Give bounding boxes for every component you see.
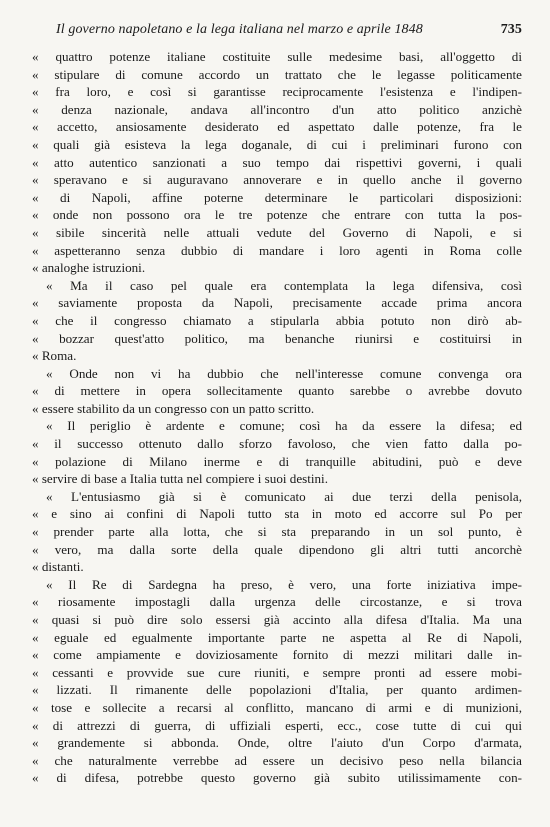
text-line: « grandemente si abbonda. Onde, oltre l'aiuto d'un Corpo d'armata, <box>32 735 522 751</box>
text-line: « Il periglio è ardente e comune; così ha da essere la difesa; ed <box>46 418 522 434</box>
text-line: « L'entusiasmo già si è comunicato ai due terzi della penisola, <box>46 488 522 504</box>
running-header <box>32 22 522 40</box>
text-line: « polazione di Milano inerme e di tranquille abitudini, può e deve <box>32 453 522 469</box>
body-text <box>32 48 522 787</box>
page-number: 735 <box>500 22 522 37</box>
text-line: « denza nazionale, andava all'incontro d'un atto politico anzichè <box>32 101 522 117</box>
text-line: « analoghe istruzioni. <box>32 260 146 276</box>
text-line: « tose e sollecite a recarsi al conflitto, mancano di armi e di munizioni, <box>32 699 522 715</box>
text-line: « accetto, ansiosamente desiderato ed aspettato dalle potenze, fra le <box>32 119 522 135</box>
text-line: « distanti. <box>32 559 84 575</box>
text-line: « prender parte alla lotta, che si sta preparando in un sol punto, è <box>32 524 522 540</box>
text-line: « quasi si può dire solo essersi già accinto alla difesa d'Italia. Ma una <box>32 612 522 627</box>
text-line: « come ampiamente e doviziosamente fornito di mezzi militari dalle in- <box>32 647 522 663</box>
text-line: « che il congresso chiamato a stipularla abbia potuto non dirò ab- <box>32 312 522 328</box>
text-line: « vero, ma dalla sorte della quale dipendono gli altri tutti ancorchè <box>32 541 522 557</box>
text-line: « quattro potenze italiane costituite sulle medesime basi, all'oggetto di <box>32 49 522 64</box>
text-line: « Ma il caso pel quale era contemplata la lega difensiva, così <box>46 277 522 293</box>
text-line: « sibile sincerità nelle attuali vedute del Governo di Napoli, e si <box>32 224 522 240</box>
text-line: « Roma. <box>32 348 77 364</box>
text-line: « lizzati. Il rimanente delle popolazioni d'Italia, per quanto ardimen- <box>32 682 522 698</box>
text-line: « servire di base a Italia tutta nel compiere i suoi destini. <box>32 471 328 487</box>
text-line: « stipulare di comune accordo un trattato che le legasse politicamente <box>32 66 522 82</box>
text-line: « e sino ai confini di Napoli tutto sta in moto ed accorre sul Po per <box>32 506 522 522</box>
text-line: « fra loro, e così si garantisse reciprocamente l'esistenza e l'indipen- <box>32 84 522 100</box>
text-line: « essere stabilito da un congresso con un patto scritto. <box>32 400 315 416</box>
text-line: « di difesa, potrebbe questo governo già subito utilissimamente con- <box>32 770 522 786</box>
text-line: « saviamente proposta da Napoli, precisamente accade prima ancora <box>32 295 522 311</box>
text-line: « Il Re di Sardegna ha preso, è vero, una forte iniziativa impe- <box>46 576 522 592</box>
running-title: Il governo napoletano e la lega italiana nel marzo e aprile 1848 <box>56 22 423 37</box>
text-line: « che naturalmente verrebbe ad essere un decisivo peso nella bilancia <box>32 752 522 768</box>
text-line: « riosamente impostagli dalla urgenza delle circostanze, e si trova <box>32 594 522 610</box>
text-line: « aspetteranno senza dubbio di mandare i loro agenti in Roma colle <box>32 242 522 258</box>
text-line: « cessanti e provvide sue cure riuniti, e sempre pronti ad essere mobi- <box>32 664 522 680</box>
text-line: « onde non possono ora le tre potenze che entrare con tutta la pos- <box>32 207 522 223</box>
text-line: « di Napoli, affine poterne determinare le particolari disposizioni: <box>32 189 522 205</box>
text-line: « bozzar quest'atto politico, ma benanche riunirsi e costituirsi in <box>32 330 522 346</box>
text-line: « quali già esisteva la lega doganale, di cui i preliminari furono con <box>32 136 522 152</box>
text-line: « eguale ed egualmente importante parte ne aspetta al Re di Napoli, <box>32 629 522 645</box>
text-line: « di attrezzi di guerra, di uffiziali esperti, ecc., cose tutte di cui qui <box>32 717 522 733</box>
text-line: « atto autentico sanzionati a suo tempo dai rispettivi governi, i quali <box>32 154 522 170</box>
text-line: « il successo ottenuto dallo sforzo favoloso, che vien fatto dalla po- <box>32 436 522 452</box>
text-line: « speravano e si auguravano annoverare e in quello anche il governo <box>32 172 522 188</box>
text-line: « Onde non vi ha dubbio che nell'interesse comune convenga ora <box>46 365 522 381</box>
text-line: « di mettere in opera sollecitamente quanto sarebbe o avrebbe dovuto <box>32 383 522 399</box>
